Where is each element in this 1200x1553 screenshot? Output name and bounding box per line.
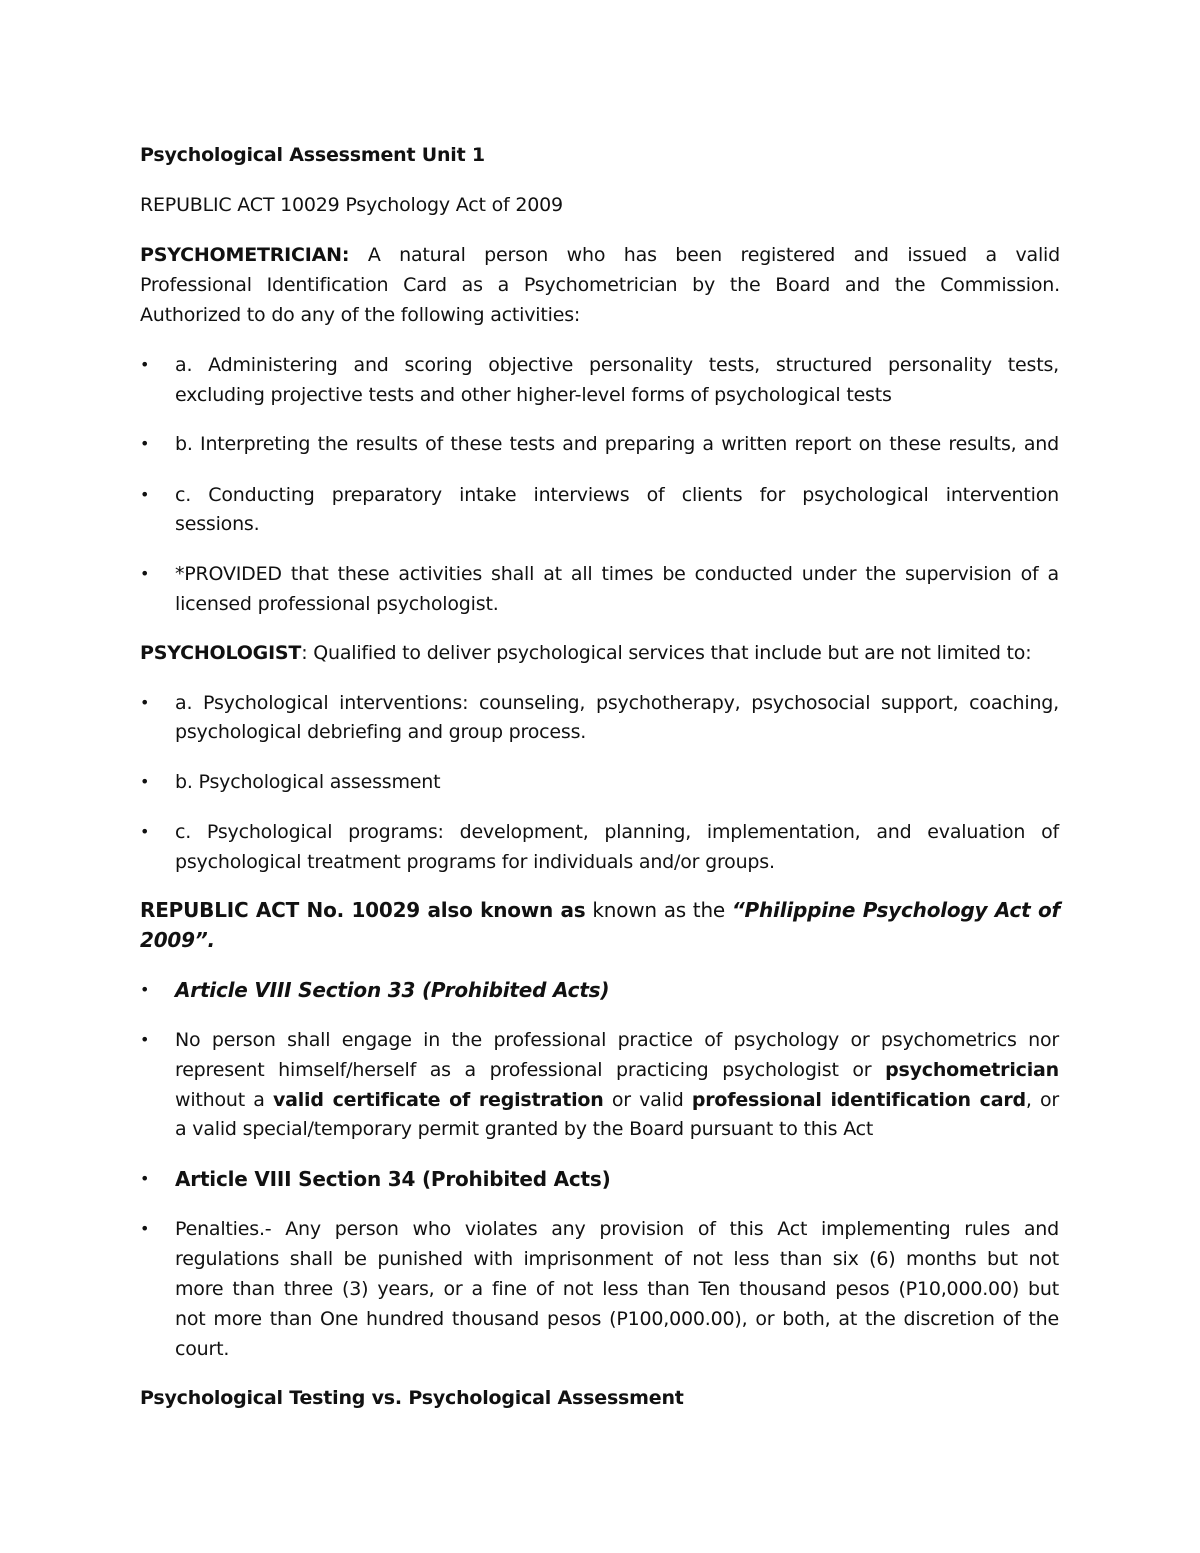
bullet-icon: • <box>140 355 150 374</box>
section-33-line2: represent himself/herself as a professional practicing psychologist or psychometrician <box>175 1059 1059 1081</box>
list-item-cont: excluding projective tests and other higher-level forms of psychological tests <box>175 384 892 406</box>
list-item: b. Interpreting the results of these tests and preparing a written report on these results, and <box>175 433 1059 455</box>
bullet-icon: • <box>140 822 150 841</box>
psychometrician-def-line2: Professional Identification Card as a Psychometrician by the Board and the Commission. <box>140 274 1060 296</box>
ra-heading-line1: REPUBLIC ACT No. 10029 also known as known as the “Philippine Psychology Act of <box>140 898 1060 922</box>
bullet-icon: • <box>140 485 150 504</box>
list-item: c. Conducting preparatory intake interviews of clients for psychological intervention <box>175 484 1059 506</box>
psychometrician-def-line1: PSYCHOMETRICIAN: A natural person who has been registered and issued a valid <box>140 244 1060 266</box>
section-33-line3: without a valid certificate of registration or valid professional identification card, or <box>175 1089 1060 1111</box>
document-subtitle: REPUBLIC ACT 10029 Psychology Act of 2009 <box>140 194 563 216</box>
list-item-cont: sessions. <box>175 513 260 535</box>
bullet-icon: • <box>140 434 150 453</box>
bullet-icon: • <box>140 693 150 712</box>
section-33-line4: a valid special/temporary permit granted by the Board pursuant to this Act <box>175 1118 874 1140</box>
list-item: *PROVIDED that these activities shall at all times be conducted under the supervision of a <box>175 563 1059 585</box>
list-item: b. Psychological assessment <box>175 771 441 793</box>
list-item: c. Psychological programs: development, planning, implementation, and evaluation of <box>175 821 1059 843</box>
section-34-line1: Penalties.- Any person who violates any provision of this Act implementing rules and <box>175 1218 1059 1240</box>
bullet-icon: • <box>140 1030 150 1049</box>
section-33-heading: Article VIII Section 33 (Prohibited Acts) <box>175 978 610 1002</box>
bullet-icon: • <box>140 1169 150 1188</box>
list-item: a. Administering and scoring objective personality tests, structured personality tests, <box>175 354 1059 376</box>
bullet-icon: • <box>140 980 150 999</box>
section-33-line1: No person shall engage in the professional practice of psychology or psychometrics nor <box>175 1029 1059 1051</box>
list-item-cont: licensed professional psychologist. <box>175 593 499 615</box>
document-title: Psychological Assessment Unit 1 <box>140 144 485 166</box>
psychologist-def: PSYCHOLOGIST: Qualified to deliver psychological services that include but are not limited to: <box>140 642 1032 664</box>
psychometrician-def-line3: Authorized to do any of the following activities: <box>140 304 581 326</box>
final-heading: Psychological Testing vs. Psychological Assessment <box>140 1387 684 1409</box>
ra-heading-line2: 2009”. <box>140 928 215 952</box>
bullet-icon: • <box>140 772 150 791</box>
psychologist-term: PSYCHOLOGIST <box>140 642 302 664</box>
list-item: a. Psychological interventions: counseling, psychotherapy, psychosocial support, coaching, <box>175 692 1059 714</box>
list-item-cont: psychological treatment programs for individuals and/or groups. <box>175 851 775 873</box>
section-34-line4: not more than One hundred thousand pesos (P100,000.00), or both, at the discretion of the <box>175 1308 1059 1330</box>
list-item-cont: psychological debriefing and group process. <box>175 721 587 743</box>
section-34-line2: regulations shall be punished with imprisonment of not less than six (6) months but not <box>175 1248 1059 1270</box>
section-34-heading: Article VIII Section 34 (Prohibited Acts) <box>175 1167 611 1191</box>
section-34-line3: more than three (3) years, or a fine of not less than Ten thousand pesos (P10,000.00) but <box>175 1278 1059 1300</box>
bullet-icon: • <box>140 564 150 583</box>
bullet-icon: • <box>140 1219 150 1238</box>
section-34-line5: court. <box>175 1338 230 1360</box>
psychometrician-term: PSYCHOMETRICIAN: <box>140 244 350 266</box>
